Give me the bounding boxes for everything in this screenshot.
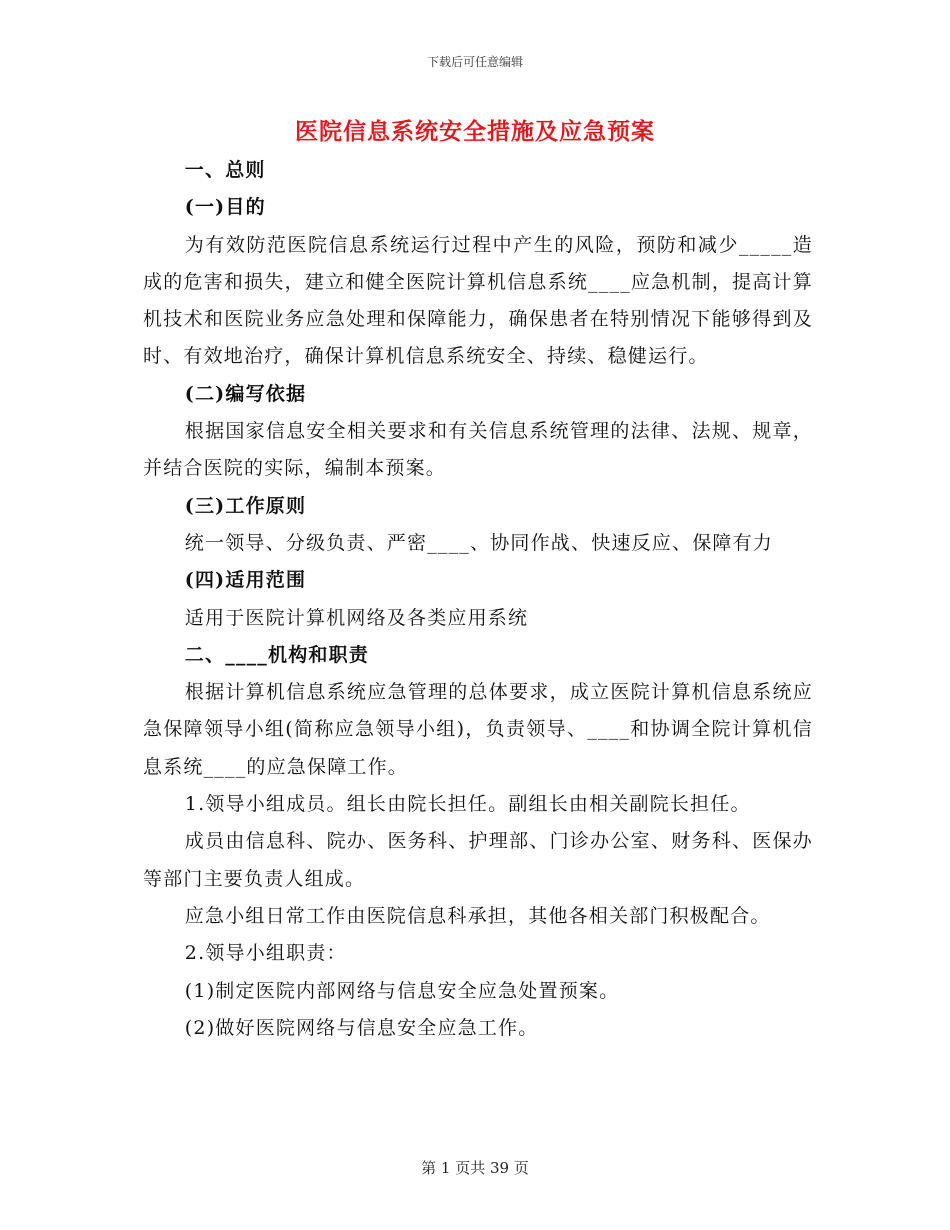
body-paragraph: 为有效防范医院信息系统运行过程中产生的风险，预防和减少_____造成的危害和损失，建立和健全医院计算机信息系统____应急机制，提高计算机技术和医院业务应急处理和保障能力，确保患者在特别情况下能够得到及时、有效地治疗，确保计算机信息系统安全、持续、稳健运行。 <box>143 233 813 368</box>
section-heading: (二)编写依据 <box>184 382 307 405</box>
section-heading: (三)工作原则 <box>184 494 307 517</box>
page-footer: 第 1 页共 39 页 <box>421 1159 529 1177</box>
document-body <box>143 152 813 1047</box>
body-paragraph: 2.领导小组职责： <box>184 942 347 965</box>
section-heading: 一、总则 <box>184 159 266 181</box>
section-heading: (四)适用范围 <box>184 569 307 592</box>
body-paragraph: 统一领导、分级负责、严密____、协同作战、快速反应、保障有力 <box>184 531 773 554</box>
body-paragraph: 成员由信息科、院办、医务科、护理部、门诊办公室、财务科、医保办等部门主要负责人组成。 <box>143 830 813 890</box>
section-heading: 二、____机构和职责 <box>184 643 369 666</box>
header-note: 下载后可任意编辑 <box>426 55 523 69</box>
body-paragraph: 1.领导小组成员。组长由院长担任。副组长由相关副院长担任。 <box>184 793 751 816</box>
body-paragraph: (2)做好医院网络与信息安全应急工作。 <box>184 1016 539 1039</box>
body-paragraph: 根据计算机信息系统应急管理的总体要求，成立医院计算机信息系统应急保障领导小组(简称应急领导小组)，负责领导、____和协调全院计算机信息系统____的应急保障工作。 <box>143 681 813 778</box>
body-paragraph: (1)制定医院内部网络与信息安全应急处置预案。 <box>184 979 620 1002</box>
section-heading: (一)目的 <box>184 196 266 219</box>
body-paragraph: 根据国家信息安全相关要求和有关信息系统管理的法律、法规、规章，并结合医院的实际，编制本预案。 <box>143 420 813 480</box>
body-paragraph: 应急小组日常工作由医院信息科承担，其他各相关部门积极配合。 <box>184 904 771 927</box>
body-paragraph: 适用于医院计算机网络及各类应用系统 <box>184 606 529 629</box>
document-title: 医院信息系统安全措施及应急预案 <box>295 118 655 145</box>
